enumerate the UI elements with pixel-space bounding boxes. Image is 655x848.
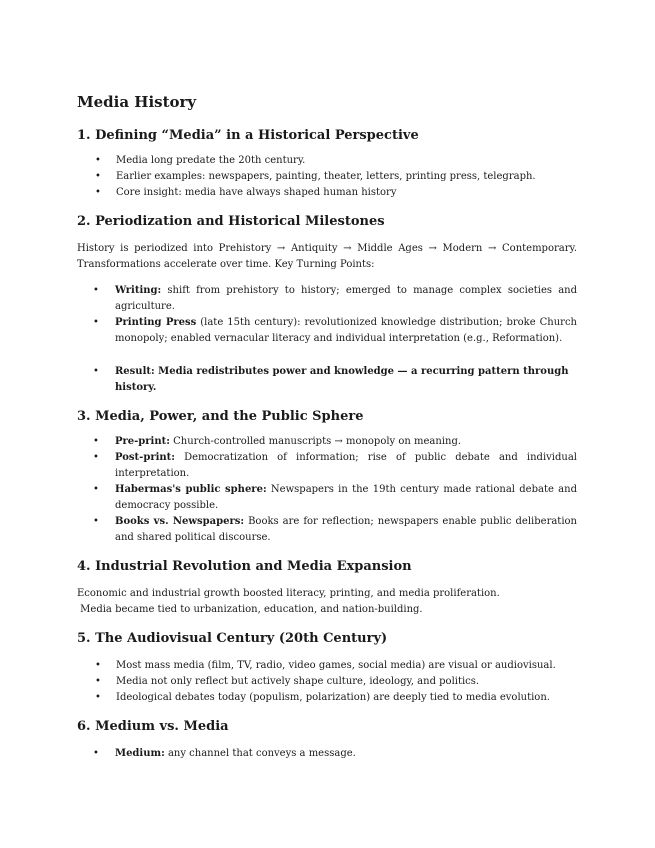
list-item: • Media not only reflect but actively shape culture, ideology, and politics. <box>77 674 577 690</box>
list-item: • Pre-print: Church-controlled manuscripts → monopoly on meaning. <box>77 434 577 450</box>
term-label: Habermas's public sphere: <box>115 484 267 495</box>
list-item: • Media long predate the 20th century. <box>77 153 577 169</box>
section-1-list <box>77 153 577 201</box>
term-label: Post-print: <box>115 452 175 463</box>
term-label: Printing Press <box>115 317 197 328</box>
term-label: Medium: <box>115 748 165 759</box>
section-3-list <box>77 434 577 546</box>
list-item: • Writing: shift from prehistory to history; emerged to manage complex societies and agriculture. <box>77 283 577 315</box>
list-item: • Most mass media (film, TV, radio, video games, social media) are visual or audiovisual. <box>77 658 577 674</box>
section-2-list <box>77 283 577 347</box>
list-item <box>77 364 577 396</box>
document-title: Media History <box>77 93 197 111</box>
term-label: Pre-print: <box>115 436 170 447</box>
section-2-intro: History is periodized into Prehistory → Antiquity → Middle Ages → Modern → Contemporary. Transformations accelerate over time. Key Turning Points: <box>77 243 577 270</box>
list-item: • Post-print: Democratization of information; rise of public debate and individual interpretation. <box>77 450 577 482</box>
section-3-heading: 3. Media, Power, and the Public Sphere <box>77 409 364 424</box>
list-item: • Earlier examples: newspapers, painting, theater, letters, printing press, telegraph. <box>77 169 577 185</box>
section-2-heading: 2. Periodization and Historical Milestones <box>77 214 385 229</box>
term-label: Books vs. Newspapers: <box>115 516 245 527</box>
list-item: • Medium: any channel that conveys a message. <box>77 746 577 762</box>
list-item: • Habermas's public sphere: Newspapers in the 19th century made rational debate and democracy possible. <box>77 482 577 514</box>
document-body <box>77 92 577 762</box>
term-label: Writing: <box>115 285 162 296</box>
list-item: • Core insight: media have always shaped human history <box>77 185 577 201</box>
section-5-list <box>77 658 577 706</box>
list-item: • Printing Press (late 15th century): revolutionized knowledge distribution; broke Church monopoly; enabled vernacular literacy and individual interpretation (e.g., Reformation). <box>77 315 577 347</box>
section-6-heading: 6. Medium vs. Media <box>77 719 229 734</box>
section-1-heading: 1. Defining “Media” in a Historical Perspective <box>77 128 419 143</box>
section-4-heading: 4. Industrial Revolution and Media Expansion <box>77 559 412 574</box>
list-item: • Ideological debates today (populism, polarization) are deeply tied to media evolution. <box>77 690 577 706</box>
section-4-line-1: Economic and industrial growth boosted literacy, printing, and media proliferation. <box>77 588 500 599</box>
list-item: • Books vs. Newspapers: Books are for reflection; newspapers enable public deliberation and shared political discourse. <box>77 514 577 546</box>
section-5-heading: 5. The Audiovisual Century (20th Century) <box>77 631 388 646</box>
section-4-line-2: Media became tied to urbanization, education, and nation-building. <box>77 604 423 615</box>
section-6-list <box>77 746 577 762</box>
section-2-result-list <box>77 364 577 396</box>
result-text: Result: Media redistributes power and knowledge — a recurring pattern through history. <box>115 366 569 393</box>
